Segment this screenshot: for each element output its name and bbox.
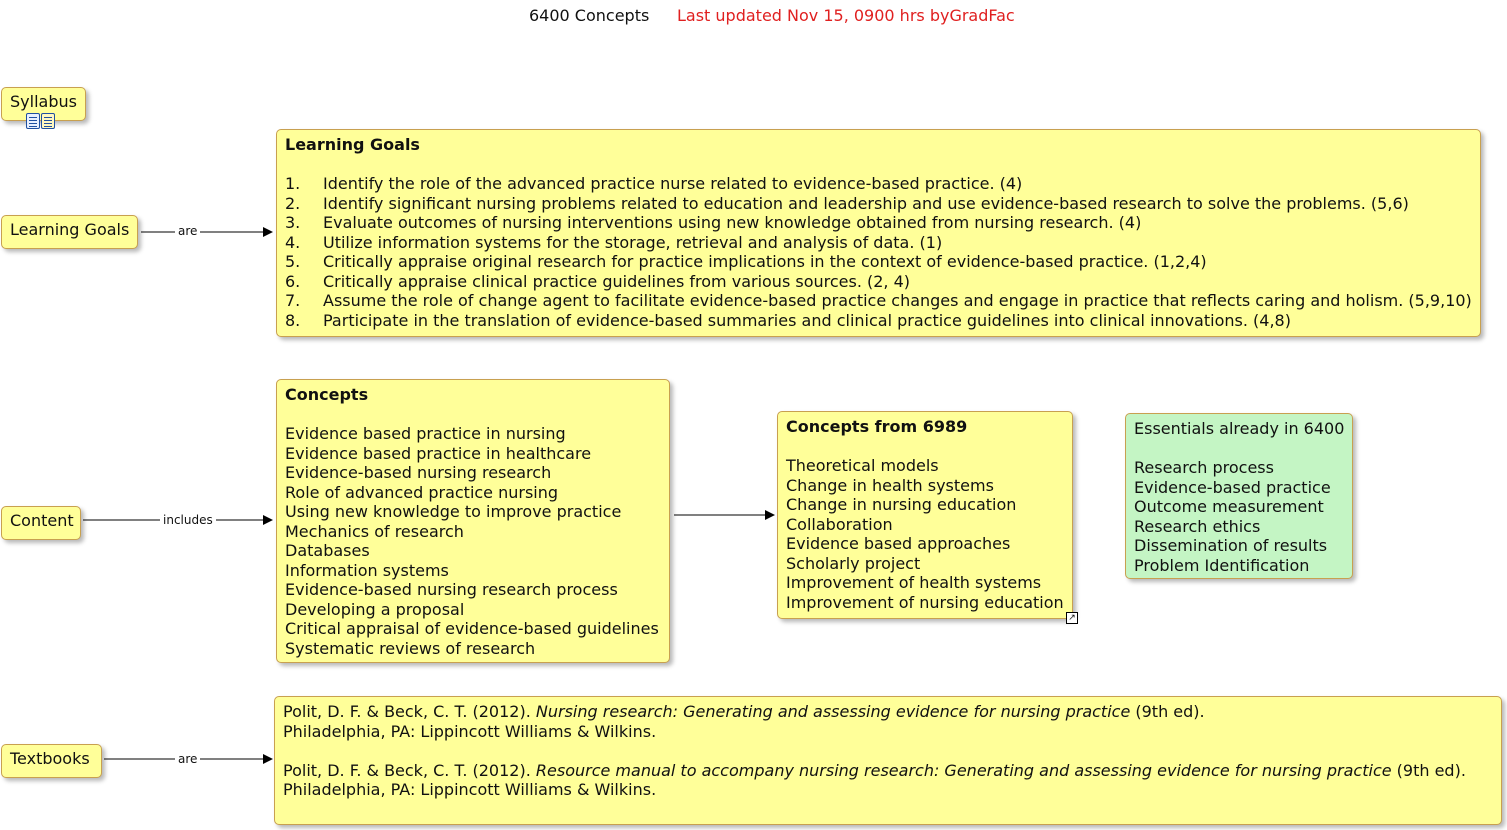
textbooks-node[interactable] — [1, 744, 102, 778]
learning-goal-number: 1. — [285, 174, 301, 193]
learning-goal-text: Utilize information systems for the storage, retrieval and analysis of data. (1) — [323, 232, 943, 252]
reference-publisher: Philadelphia, PA: Lippincott Williams & Wilkins. — [283, 721, 657, 741]
textbooks-link-label: are — [175, 752, 200, 766]
learning-goals-link-label: are — [175, 224, 200, 238]
learning-goals-box-title: Learning Goals — [285, 135, 420, 154]
content-node[interactable] — [1, 506, 81, 540]
concept-item: Role of advanced practice nursing — [285, 482, 559, 502]
reference-title: Resource manual to accompany nursing research: Generating and assessing evidence for nursing practice — [535, 760, 1392, 780]
learning-goal-item — [285, 233, 1472, 253]
textbooks-list — [283, 702, 1493, 800]
syllabus-node-label: Syllabus — [10, 92, 77, 111]
concept-item: Evidence based practice in nursing — [285, 424, 566, 443]
concept-item: Systematic reviews of research — [285, 638, 536, 658]
concept-item: Critical appraisal of evidence-based guidelines — [285, 619, 659, 638]
learning-goals-list — [285, 174, 1472, 330]
learning-goals-node-label: Learning Goals — [10, 220, 130, 239]
reference-edition: (9th ed). — [1391, 760, 1466, 780]
concepts-6989-list — [786, 456, 1064, 612]
learning-goal-text: Critically appraise clinical practice guidelines from various sources. (2, 4) — [323, 271, 911, 291]
learning-goal-number: 6. — [285, 271, 301, 291]
reference-authors: Polit, D. F. & Beck, C. T. (2012). — [283, 702, 536, 721]
concept-item: Developing a proposal — [285, 599, 465, 619]
concepts-list — [285, 424, 661, 658]
last-updated-note: Last updated Nov 15, 0900 hrs byGradFac — [677, 6, 1015, 25]
concept-item: Evidence-based nursing research process — [285, 580, 618, 599]
reference-citation — [283, 761, 1493, 781]
concepts-6989-box-title: Concepts from 6989 — [786, 417, 968, 436]
concept-item: Mechanics of research — [285, 521, 464, 541]
concept-item: Evidence-based nursing research — [285, 463, 552, 482]
concept-6989-item: Change in nursing education — [786, 495, 1017, 514]
essential-item: Outcome measurement — [1134, 497, 1324, 516]
map-title: 6400 Concepts — [529, 6, 650, 25]
learning-goal-item — [285, 213, 1472, 233]
concept-item: Information systems — [285, 560, 449, 580]
concept-6989-item: Evidence based approaches — [786, 534, 1011, 553]
learning-goal-text: Evaluate outcomes of nursing interventions using new knowledge obtained from nursing research. (4) — [323, 213, 1142, 232]
concept-6989-item: Improvement of nursing education — [786, 592, 1064, 612]
learning-goal-number: 4. — [285, 232, 301, 252]
concept-6989-item: Collaboration — [786, 514, 893, 534]
reference-spacer — [283, 741, 1493, 761]
reference-publisher: Philadelphia, PA: Lippincott Williams & Wilkins. — [283, 780, 657, 799]
concepts-6989-box[interactable] — [777, 411, 1073, 619]
concept-item: Using new knowledge to improve practice — [285, 502, 622, 521]
note-icon[interactable] — [41, 113, 55, 129]
learning-goal-item — [285, 291, 1472, 311]
learning-goal-text: Participate in the translation of evidence-based summaries and clinical practice guidelines into clinical innovations. (4,8) — [323, 310, 1291, 330]
essential-item: Research ethics — [1134, 516, 1261, 536]
textbooks-box[interactable] — [274, 696, 1502, 825]
textbooks-node-label: Textbooks — [10, 749, 90, 768]
learning-goal-number: 5. — [285, 252, 301, 271]
reference-edition: (9th ed). — [1130, 702, 1205, 721]
learning-goal-text: Critically appraise original research for practice implications in the context of evidence-based practice. (1,2,4) — [323, 252, 1207, 271]
learning-goal-text: Identify the role of the advanced practice nurse related to evidence-based practice. (4) — [323, 174, 1023, 193]
concept-6989-item: Scholarly project — [786, 553, 921, 573]
learning-goal-number: 8. — [285, 310, 301, 330]
learning-goal-number: 3. — [285, 213, 301, 232]
concept-item: Databases — [285, 541, 370, 560]
learning-goals-box[interactable] — [276, 129, 1481, 337]
essential-item: Evidence-based practice — [1134, 477, 1331, 497]
concept-6989-item: Improvement of health systems — [786, 573, 1042, 592]
learning-goal-number: 2. — [285, 193, 301, 213]
reference-citation — [283, 702, 1493, 722]
learning-goal-item — [285, 252, 1472, 272]
concepts-box-title: Concepts — [285, 385, 369, 404]
learning-goal-number: 7. — [285, 291, 301, 310]
document-icon[interactable] — [26, 113, 40, 129]
essentials-box-title: Essentials already in 6400 — [1134, 419, 1345, 438]
learning-goal-item — [285, 174, 1472, 194]
learning-goal-item — [285, 194, 1472, 214]
learning-goal-item — [285, 311, 1472, 331]
concept-item: Evidence based practice in healthcare — [285, 443, 592, 463]
content-link-label: includes — [160, 513, 216, 527]
content-node-label: Content — [10, 511, 74, 530]
learning-goal-text: Identify significant nursing problems related to education and leadership and use evidence-based research to solve the problems. (5,6) — [323, 193, 1409, 213]
essential-item: Problem Identification — [1134, 555, 1310, 575]
learning-goal-item — [285, 272, 1472, 292]
learning-goals-node[interactable] — [1, 215, 138, 249]
reference-authors: Polit, D. F. & Beck, C. T. (2012). — [283, 760, 536, 780]
shortcut-arrow-icon[interactable]: ↗ — [1066, 612, 1078, 624]
reference-title: Nursing research: Generating and assessing evidence for nursing practice — [535, 702, 1131, 721]
concept-6989-item: Theoretical models — [786, 456, 939, 475]
essentials-list — [1134, 458, 1344, 575]
essentials-box[interactable] — [1125, 413, 1353, 579]
syllabus-attachments[interactable] — [26, 113, 55, 129]
essential-item: Dissemination of results — [1134, 536, 1328, 555]
essential-item: Research process — [1134, 458, 1274, 477]
concepts-box[interactable] — [276, 379, 670, 663]
concept-6989-item: Change in health systems — [786, 475, 994, 495]
learning-goal-text: Assume the role of change agent to facilitate evidence-based practice changes and engage in practice that reflects caring and holism. (5,9,10) — [323, 291, 1472, 310]
